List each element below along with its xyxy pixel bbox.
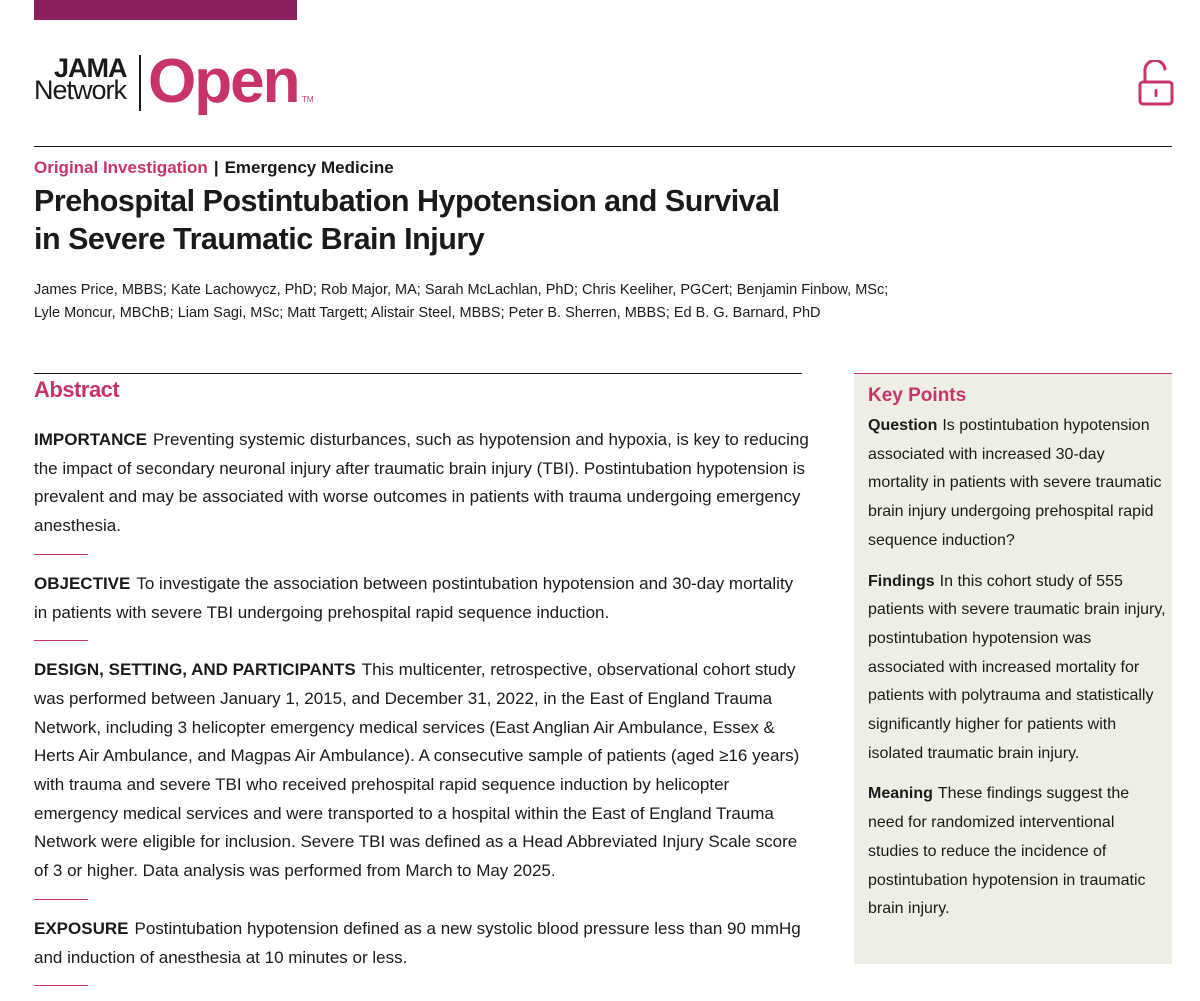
section-divider: [34, 640, 88, 641]
article-title: [34, 182, 894, 258]
section-label: OBJECTIVE: [34, 573, 131, 593]
author-list: [34, 279, 934, 325]
key-point-question: [868, 412, 1166, 556]
key-point-meaning: [868, 780, 1166, 924]
section-text: Postintubation hypotension defined as a new systolic blood pressure less than 90 mmHg and induction of anesthesia at 10 minutes or less.: [34, 918, 801, 967]
title-line-1: Prehospital Postintubation Hypotension and Survival: [34, 184, 780, 218]
abstract-importance: [34, 426, 809, 541]
logo-open-text: Open: [148, 47, 299, 116]
logo-trademark: TM: [302, 95, 314, 104]
header-rule: [34, 146, 1172, 147]
category-primary[interactable]: Original Investigation: [34, 158, 208, 177]
article-category: [34, 157, 394, 179]
section-text: Preventing systemic disturbances, such as hypotension and hypoxia, is key to reducing the impact of secondary neuronal injury after traumatic brain injury (TBI). Postintubation hypotension is prevalent and may be associated with worse outcomes in patients with trauma undergoing emergency anesthesia.: [34, 430, 809, 536]
key-point-label: Findings: [868, 572, 935, 590]
key-point-label: Question: [868, 417, 938, 434]
key-points-body: [868, 412, 1166, 936]
category-separator: |: [213, 158, 219, 177]
key-point-label: Meaning: [868, 785, 933, 803]
key-point-text: In this cohort study of 555 patients with severe traumatic brain injury, postintubation hypotension was associated with increased mortality for patients with polytrauma and statistically significantly higher for patients with isolated traumatic brain injury.: [868, 572, 1166, 762]
section-label: DESIGN, SETTING, AND PARTICIPANTS: [34, 660, 356, 680]
section-divider: [34, 899, 88, 900]
journal-color-bar: [34, 0, 297, 20]
abstract-objective: [34, 570, 809, 627]
abstract-body: [34, 426, 809, 1001]
logo-jama-text: JAMA: [54, 53, 127, 83]
authors-line-2: Lyle Moncur, MBChB; Liam Sagi, MSc; Matt Targett; Alistair Steel, MBBS; Peter B. Sherren, MBBS; Ed B. G. Barnard, PhD: [34, 305, 821, 321]
abstract-heading: Abstract: [34, 377, 120, 402]
logo-network-text: Network: [34, 75, 127, 105]
section-divider: [34, 554, 88, 555]
key-point-text: Is postintubation hypotension associated with increased 30-day mortality in patients with severe traumatic brain injury undergoing prehospital rapid sequence induction?: [868, 417, 1162, 549]
unlocked-padlock-icon: [1138, 60, 1174, 106]
abstract-rule: [34, 373, 802, 374]
key-point-text: These findings suggest the need for randomized interventional studies to reduce the incidence of postintubation hypotension in traumatic brain injury.: [868, 785, 1146, 918]
section-divider: [34, 985, 88, 986]
key-points-heading: Key Points: [868, 385, 967, 406]
key-points-box: [854, 373, 1172, 964]
section-label: IMPORTANCE: [34, 430, 148, 449]
abstract-design: [34, 656, 809, 886]
section-text: This multicenter, retrospective, observational cohort study was performed between January 1, 2015, and December 31, 2022, in the East of England Trauma Network, including 3 helicopter emergency medical services (East Anglian Air Ambulance, Essex & Herts Air Ambulance, and Magpas Air Ambulance). A consecutive sample of patients (aged ≥16 years) with trauma and severe TBI who received prehospital rapid sequence induction by helicopter emergency medical services and were transported to a hospital within the East of England Trauma Network were eligible for inclusion. Severe TBI was defined as a Head Abbreviated Injury Scale score of 3 or higher. Data analysis was performed from March to May 2025.: [34, 660, 800, 881]
section-label: EXPOSURE: [34, 918, 129, 938]
logo-divider: [139, 55, 141, 111]
category-secondary[interactable]: Emergency Medicine: [224, 158, 394, 177]
section-text: To investigate the association between postintubation hypotension and 30-day mortality in patients with severe TBI undergoing prehospital rapid sequence induction.: [34, 573, 794, 622]
title-line-2: in Severe Traumatic Brain Injury: [34, 222, 485, 256]
abstract-exposure: [34, 915, 809, 972]
key-point-findings: [868, 568, 1166, 769]
authors-line-1: James Price, MBBS; Kate Lachowycz, PhD; Rob Major, MA; Sarah McLachlan, PhD; Chris Keeliher, PGCert; Benjamin Finbow, MSc;: [34, 282, 889, 298]
